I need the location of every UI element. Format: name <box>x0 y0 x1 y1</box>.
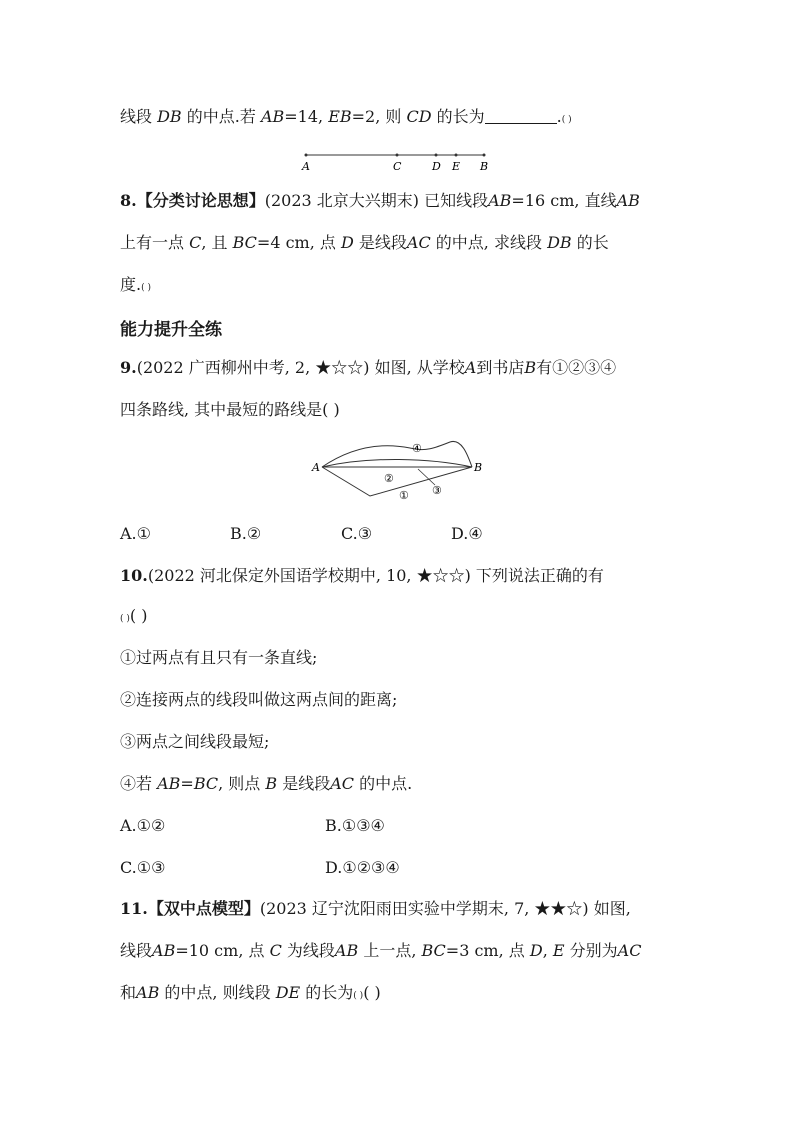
q8-tag: 【分类讨论思想】 <box>136 191 265 210</box>
route-1 <box>322 467 472 496</box>
point-b <box>483 154 486 157</box>
q10-option-b[interactable]: B.①③④ <box>325 816 385 835</box>
label-e: E <box>452 160 461 173</box>
fig-label-b: B <box>474 461 483 474</box>
route-label-2: ② <box>384 472 394 485</box>
q8-line-1: 8.【分类讨论思想】(2023 北京大兴期末) 已知线段AB=16 cm, 直线AB <box>120 191 640 210</box>
q10-line-2: ( )( ) <box>120 606 148 625</box>
q11-line-2: 线段AB=10 cm, 点 C 为线段AB 上一点, BC=3 cm, 点 D, E 分别为AC <box>120 941 642 960</box>
q9-line-2: 四条路线, 其中最短的路线是( ) <box>120 400 340 419</box>
q11-tag: 【双中点模型】 <box>147 899 260 918</box>
section-heading: 能力提升全练 <box>120 320 222 340</box>
route-label-3: ③ <box>432 484 442 497</box>
q8-line-2: 上有一点 C, 且 BC=4 cm, 点 D 是线段AC 的中点, 求线段 DB 的长 <box>120 233 609 252</box>
q10-statement-3: ③两点之间线段最短; <box>120 732 270 751</box>
route-label-4: ④ <box>412 442 422 455</box>
route-label-1: ① <box>399 489 409 502</box>
q9-option-b[interactable]: B.② <box>230 524 262 543</box>
q9-option-c[interactable]: C.③ <box>341 524 373 543</box>
route-3 <box>322 459 472 467</box>
q10-statement-1: ①过两点有且只有一条直线; <box>120 648 318 667</box>
label-a: A <box>302 160 310 173</box>
label-b: B <box>480 160 489 173</box>
q8-line-3: 度.( ) <box>120 275 151 294</box>
q11-line-3: 和AB 的中点, 则线段 DE 的长为( )( ) <box>120 983 381 1002</box>
q9-routes-figure <box>310 436 490 510</box>
q10-option-c[interactable]: C.①③ <box>120 858 166 877</box>
q9-option-a[interactable]: A.① <box>120 524 151 543</box>
q9-option-d[interactable]: D.④ <box>451 524 483 543</box>
q10-line-1: 10.(2022 河北保定外国语学校期中, 10, ★☆☆) 下列说法正确的有 <box>120 566 604 585</box>
q10-statement-4: ④若 AB=BC, 则点 B 是线段AC 的中点. <box>120 774 413 793</box>
fig-label-a: A <box>312 461 320 474</box>
q9-line-1: 9.(2022 广西柳州中考, 2, ★☆☆) 如图, 从学校A到书店B有①②③④ <box>120 358 617 377</box>
q10-option-a[interactable]: A.①② <box>120 816 166 835</box>
q7-segment-figure <box>296 146 506 176</box>
point-c <box>396 154 399 157</box>
answer-blank[interactable] <box>485 107 557 124</box>
q10-statement-2: ②连接两点的线段叫做这两点间的距离; <box>120 690 398 709</box>
point-a <box>305 154 308 157</box>
q11-line-1: 11.【双中点模型】(2023 辽宁沈阳雨田实验中学期末, 7, ★★☆) 如图, <box>120 899 631 918</box>
label-d: D <box>432 160 441 173</box>
point-d <box>435 154 438 157</box>
q7-text-line: 线段 DB 的中点.若 AB=14, EB=2, 则 CD 的长为 .( ) <box>120 107 572 126</box>
label-c: C <box>393 160 402 173</box>
point-e <box>455 154 458 157</box>
q10-option-d[interactable]: D.①②③④ <box>325 858 400 877</box>
